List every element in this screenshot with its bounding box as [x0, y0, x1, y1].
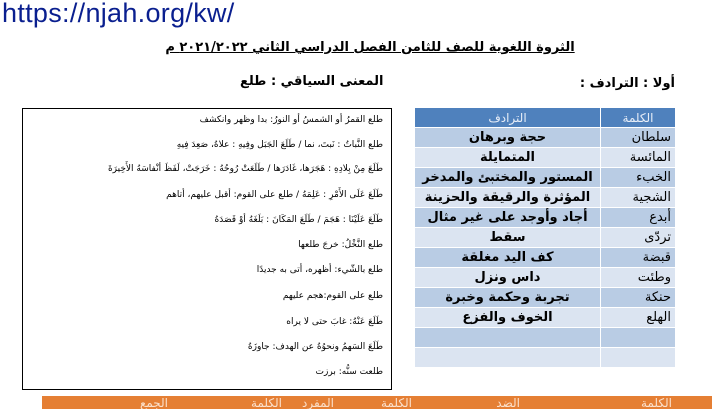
synonym-cell: سقط: [415, 228, 601, 248]
table-row: [415, 268, 676, 288]
table-row: [415, 128, 676, 148]
synonym-cell: المتمايلة: [415, 148, 601, 168]
table-header-row: [415, 108, 676, 128]
word-cell: الخبء: [601, 168, 676, 188]
context-line: طَلَعَ مِنْ بِلادِهِ : هَجَرَها، غَادَرَها / طَلَعَتْ رُوحُهُ : خَرَجَتْ، لَفَظَ أنْفاسَهُ الأَخِيرَةَ: [107, 164, 383, 174]
bar-label: الضد: [496, 396, 520, 409]
context-line: طَلَعَ عَنْهُ: غابَ حتى لا يراه: [286, 317, 383, 327]
synonym-cell: أجاد وأوجد على غير مثال: [415, 208, 601, 228]
site-url[interactable]: https://njah.org/kw/: [2, 0, 235, 28]
header-synonym: الترادف: [415, 108, 601, 128]
synonym-cell: الخوف والفزع: [415, 308, 601, 328]
word-cell: وطئت: [601, 268, 676, 288]
synonym-cell: [415, 348, 601, 368]
table-row: [415, 188, 676, 208]
table-row: [415, 308, 676, 328]
table-row: [415, 148, 676, 168]
table-row: [415, 288, 676, 308]
synonyms-heading: أولا : الترادف :: [579, 76, 675, 91]
context-line: طَلَعَ السَهمُ ونحوُهُ عن الهدف: جاوزَهُ: [247, 342, 383, 352]
bar-label: الكلمة: [381, 396, 412, 409]
context-line: طلع بالشّيء: أظهره، أتى به جديدًا: [256, 265, 383, 275]
context-line: طلعت سنُّه: برزت: [315, 367, 383, 377]
synonym-cell: داس ونزل: [415, 268, 601, 288]
word-cell: الشجية: [601, 188, 676, 208]
context-line: طلع النَّخْلُ: خرجَ طلعها: [298, 240, 383, 250]
header-word: الكلمة: [601, 108, 676, 128]
bar-label: المفرد: [302, 396, 334, 409]
word-cell: حنكة: [601, 288, 676, 308]
next-table-header-bar: [42, 396, 712, 409]
word-cell: أبدع: [601, 208, 676, 228]
synonym-cell: المؤثرة والرقيقة والحزينة: [415, 188, 601, 208]
word-cell: [601, 328, 676, 348]
table-row: [415, 328, 676, 348]
synonyms-table: [414, 107, 676, 368]
table-row: [415, 248, 676, 268]
bar-label: الكلمة: [251, 396, 282, 409]
table-row: [415, 168, 676, 188]
synonym-cell: حجة وبرهان: [415, 128, 601, 148]
context-line: طلع النَّباتُ : نَبتَ، نما / طَلَعَ الجَبَل وفِيهِ : علاهُ، صَعِدَ فِيهِ: [176, 140, 383, 150]
table-row: [415, 348, 676, 368]
synonym-cell: المستور والمختبئ والمدخر: [415, 168, 601, 188]
word-cell: المائسة: [601, 148, 676, 168]
bar-label: الجمع: [139, 396, 168, 409]
context-line: طلع على القوم:هجم عليهم: [282, 291, 383, 301]
word-cell: [601, 348, 676, 368]
bar-label: الكلمة: [641, 396, 672, 409]
word-cell: الهلع: [601, 308, 676, 328]
page-title: الثروة اللغوية للصف للثامن الفصل الدراسي الثاني ٢٠٢١/٢٠٢٢ م: [165, 40, 575, 55]
context-line: طَلَعَ عَلَى الأَمْرِ : عَلِمَهُ / طلع على القوم: أقبل عليهم، أتاهم: [166, 190, 383, 200]
context-meanings-box: [22, 108, 392, 390]
synonym-cell: [415, 328, 601, 348]
word-cell: سلطان: [601, 128, 676, 148]
context-line: طَلَعَ عَلَيْنَا : هَجَمَ / طَلَعَ المَكَانَ : بَلَغَهُ أوْ قَصَدَهُ: [214, 215, 383, 225]
word-cell: قبضة: [601, 248, 676, 268]
synonym-cell: كف اليد مغلقة: [415, 248, 601, 268]
table-row: [415, 228, 676, 248]
context-heading: المعنى السياقي : طلع: [240, 74, 384, 89]
context-line: طلع القمرُ أو الشمسُ أو النورُ: بدا وظهر وانكشف: [199, 115, 383, 125]
table-row: [415, 208, 676, 228]
word-cell: تردّى: [601, 228, 676, 248]
synonym-cell: تجربة وحكمة وخبرة: [415, 288, 601, 308]
